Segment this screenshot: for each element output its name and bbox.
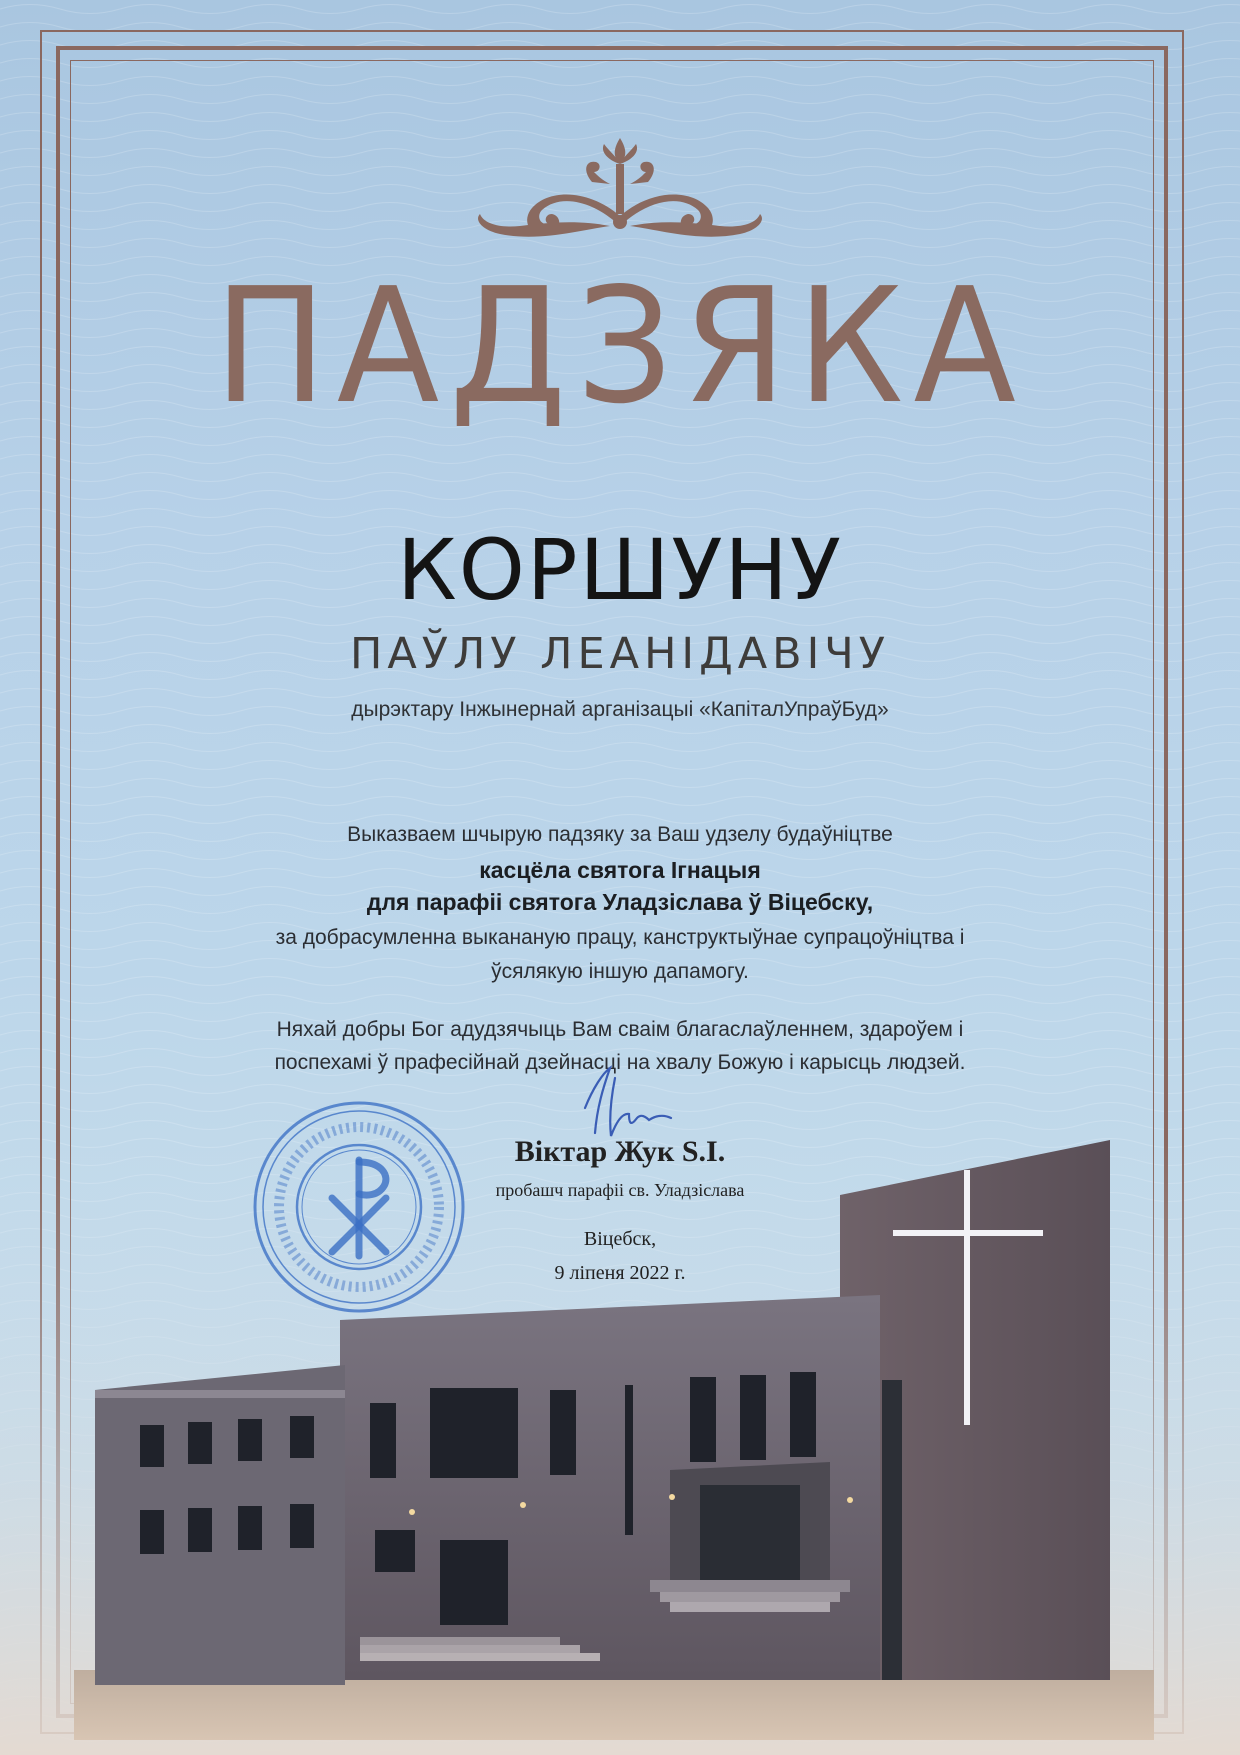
chi-rho-symbol [332,1160,386,1256]
decorative-ornament [470,130,770,250]
signer-name: Віктар Жук S.I. [514,1135,726,1168]
recipient-surname: КОРШУНУ [397,521,843,619]
body-bold-line-1: касцёла святога Ігнацыя [479,857,761,883]
signer-role: пробашч парафіі св. Уладзіслава [495,1180,745,1200]
recipient-position: дырэктару Інжынернай арганізацыі «КапіталУпраўБуд» [351,698,889,721]
issue-date: 9 ліпеня 2022 г. [554,1262,686,1284]
body-line-3: ўсялякую іншую дапамогу. [491,960,749,983]
issue-city: Віцебск, [583,1228,657,1250]
blessing-line-2: поспехамі ў прафесійнай дзейнасці на хвалу Божую і карысць людзей. [274,1051,966,1074]
blessing-line-1: Няхай добры Бог адудзячыць Вам сваім благаслаўленнем, здароўем і [276,1018,964,1041]
recipient-name: ПАЎЛУ ЛЕАНІДАВІЧУ [350,629,890,679]
body-bold-line-2: для парафіі святога Уладзіслава ў Віцебску, [366,889,874,915]
body-line-1: Выказваем шчырую падзяку за Ваш удзелу будаўніцтве [347,823,893,846]
body-line-2: за добрасумленна выкананую працу, канструктыўнае супрацоўніцтва і [275,926,965,949]
certificate-title: ПАДЗЯКА [213,254,1027,440]
